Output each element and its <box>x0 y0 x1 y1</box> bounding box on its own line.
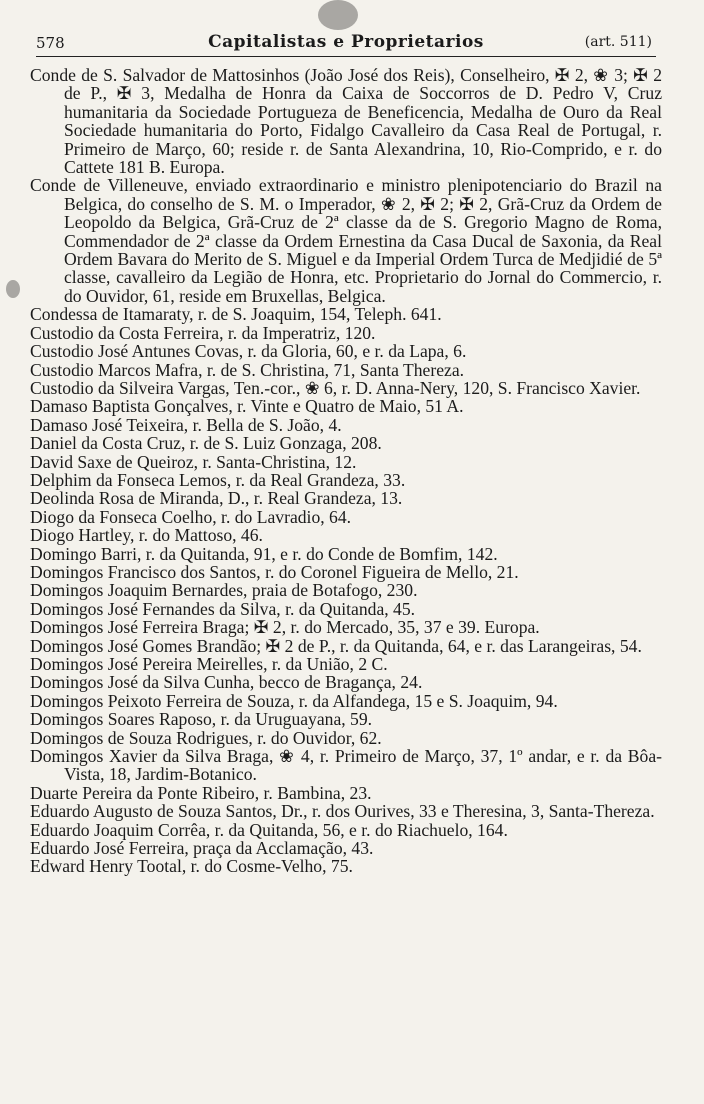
directory-entry: Edward Henry Tootal, r. do Cosme-Velho, 75. <box>30 856 353 877</box>
directory-entry: Diogo da Fonseca Coelho, r. do Lavradio, 64. <box>30 506 352 527</box>
directory-entry: Domingos José Fernandes da Silva, r. da Quitanda, 45. <box>30 598 416 619</box>
directory-entry: Custodio da Silveira Vargas, Ten.-cor., ❀ 6, r. D. Anna-Nery, 120, S. Francisco Xavier. <box>30 377 641 398</box>
directory-entry: Deolinda Rosa de Miranda, D., r. Real Grandeza, 13. <box>30 488 403 509</box>
directory-entry: Domingos José Gomes Brandão; ✠ 2 de P., r. da Quitanda, 64, e r. das Larangeiras, 54. <box>30 635 642 656</box>
directory-entry: Eduardo José Ferreira, praça da Acclamação, 43. <box>30 838 374 859</box>
article-reference: (art. 511) <box>584 34 652 50</box>
directory-entry: David Saxe de Queiroz, r. Santa-Christina, 12. <box>30 451 357 472</box>
directory-entry: Domingos Soares Raposo, r. da Uruguayana, 59. <box>30 709 373 730</box>
directory-entry: Domingos José Ferreira Braga; ✠ 2, r. do Mercado, 35, 37 e 39. Europa. <box>30 617 540 638</box>
directory-entry: Delphim da Fonseca Lemos, r. da Real Grandeza, 33. <box>30 469 406 490</box>
directory-entry: Domingos de Souza Rodrigues, r. do Ouvidor, 62. <box>30 727 382 748</box>
directory-entry: Daniel da Costa Cruz, r. de S. Luiz Gonzaga, 208. <box>30 433 382 454</box>
directory-entry: Domingos Joaquim Bernardes, praia de Botafogo, 230. <box>30 580 418 601</box>
directory-entry: Domingo Barri, r. da Quitanda, 91, e r. do Conde de Bomfim, 142. <box>30 543 498 564</box>
directory-entry: Domingos Francisco dos Santos, r. do Coronel Figueira de Mello, 21. <box>30 561 519 582</box>
page-title: Capitalistas e Proprietarios <box>208 32 484 52</box>
directory-entry: Duarte Pereira da Ponte Ribeiro, r. Bambina, 23. <box>30 782 372 803</box>
directory-entry: Diogo Hartley, r. do Mattoso, 46. <box>30 525 263 546</box>
directory-entry: Domingos Peixoto Ferreira de Souza, r. da Alfandega, 15 e S. Joaquim, 94. <box>30 690 558 711</box>
page-header <box>36 30 656 57</box>
directory-entry: Condessa de Itamaraty, r. de S. Joaquim, 154, Teleph. 641. <box>30 304 442 325</box>
ink-smudge <box>318 0 358 30</box>
directory-entry: Damaso José Teixeira, r. Bella de S. João, 4. <box>30 414 342 435</box>
directory-entry: Custodio da Costa Ferreira, r. da Imperatriz, 120. <box>30 322 376 343</box>
page-number: 578 <box>36 34 65 52</box>
directory-entries <box>26 66 662 876</box>
directory-entry: Domingos José da Silva Cunha, becco de Bragança, 24. <box>30 672 423 693</box>
directory-entry: Custodio Marcos Mafra, r. de S. Christina, 71, Santa Thereza. <box>30 359 465 380</box>
directory-entry: Domingos José Pereira Meirelles, r. da União, 2 C. <box>30 654 388 674</box>
directory-entry: Damaso Baptista Gonçalves, r. Vinte e Quatro de Maio, 51 A. <box>30 396 464 417</box>
directory-entry: Domingos Xavier da Silva Braga, ❀ 4, r. Primeiro de Março, 37, 1º andar, e r. da Bôa-Vista, 18, Jardim-Botanico. <box>30 746 662 785</box>
directory-entry: Custodio José Antunes Covas, r. da Gloria, 60, e r. da Lapa, 6. <box>30 341 467 362</box>
directory-entry: Eduardo Augusto de Souza Santos, Dr., r. dos Ourives, 33 e Theresina, 3, Santa-Thereza. <box>30 801 655 822</box>
directory-entry: Eduardo Joaquim Corrêa, r. da Quitanda, 56, e r. do Riachuelo, 164. <box>30 819 508 840</box>
directory-entry: Conde de S. Salvador de Mattosinhos (João José dos Reis), Conselheiro, ✠ 2, ❀ 3; ✠ 2 de P., ✠ 3, Medalha de Honra da Caixa de Soccorros de D. Pedro V, Cruz humanitaria da Sociedade Portugueza de Beneficencia, Medalha de Ouro da Real Sociedade humanitaria do Porto, Fidalgo Cavalleiro da Casa Real de Portugal, r. Primeiro de Março, 60; reside r. de Santa Alexandrina, 10, Rio-Comprido, e r. do Cattete 181 B. Europa. <box>30 65 662 178</box>
directory-entry: Conde de Villeneuve, enviado extraordinario e ministro plenipotenciario do Brazil na Belgica, do conselho de S. M. o Imperador, ❀ 2, ✠ 2; ✠ 2, Grã-Cruz da Ordem de Leopoldo da Belgica, Grã-Cruz de 2ª classe da de S. Gregorio Magno de Roma, Commendador de 2ª classe da Ordem Ernestina da Casa Ducal de Saxonia, da Real Ordem Bavara do Merito de S. Miguel e da Imperial Ordem Turca de Medjidié de 5ª classe, cavalleiro da Legião de Honra, etc. Proprietario do Jornal do Commercio, r. do Ouvidor, 61, reside em Bruxellas, Belgica. <box>30 175 662 306</box>
ink-smudge <box>6 280 20 298</box>
